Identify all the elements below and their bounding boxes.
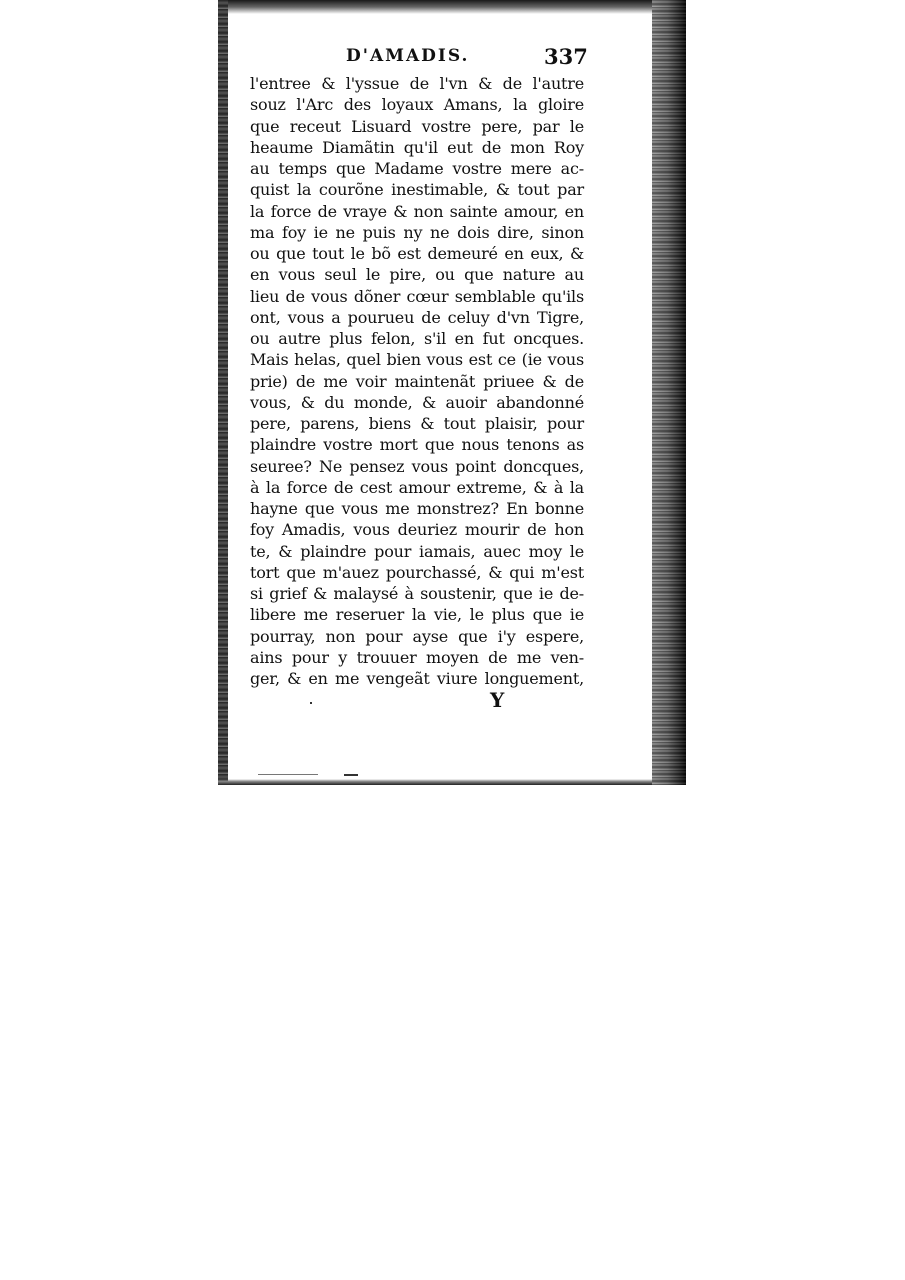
text-line: heaume Diamãtin qu'il eut de mon Roy — [250, 137, 584, 157]
text-line: que receut Lisuard vostre pere, par le — [250, 116, 584, 136]
text-line: si grief & malaysé à soustenir, que ie de- — [250, 584, 584, 603]
text-line: tort que m'auez pourchassé, & qui m'est — [250, 562, 584, 582]
text-line: à la force de cest amour extreme, & à la — [250, 477, 584, 497]
text-line: seuree? Ne pensez vous point doncques, — [250, 456, 584, 476]
text-line: prie) de me voir maintenãt priuee & de — [250, 371, 584, 391]
scanned-page — [218, 0, 686, 785]
text-line: la force de vraye & non sainte amour, en — [250, 201, 584, 221]
text-line: au temps que Madame vostre mere ac- — [250, 159, 584, 178]
ink-speck — [258, 774, 318, 775]
book-gutter-shadow — [652, 0, 686, 785]
text-line: foy Amadis, vous deuriez mourir de hon — [250, 520, 584, 540]
text-line: en vous seul le pire, ou que nature au — [250, 265, 584, 285]
text-line: vous, & du monde, & auoir abandonné — [250, 392, 584, 412]
running-title: D'AMADIS. — [346, 46, 470, 66]
page-header — [218, 46, 686, 74]
text-line: te, & plaindre pour iamais, auec moy le — [250, 541, 584, 561]
text-line: ou autre plus felon, s'il en fut oncques. — [250, 329, 584, 348]
text-line: libere me reseruer la vie, le plus que ie — [250, 605, 584, 625]
text-line: ma foy ie ne puis ny ne dois dire, sinon — [250, 222, 584, 242]
body-text — [250, 73, 584, 689]
text-line: pourray, non pour ayse que i'y espere, — [250, 626, 584, 646]
page-number: 337 — [544, 44, 588, 69]
ink-speck — [344, 774, 358, 776]
text-line: quist la courõne inestimable, & tout par — [250, 180, 584, 200]
page-bottom-edge-shadow — [218, 779, 652, 785]
text-line: souz l'Arc des loyaux Amans, la gloire — [250, 95, 584, 115]
text-line: l'entree & l'yssue de l'vn & de l'autre — [250, 74, 584, 93]
text-line: ont, vous a pourueu de celuy d'vn Tigre, — [250, 307, 584, 327]
signature-mark: Y — [490, 688, 505, 712]
text-line: plaindre vostre mort que nous tenons as — [250, 435, 584, 455]
text-line: Mais helas, quel bien vous est ce (ie vous — [250, 350, 584, 370]
text-line: ou que tout le bõ est demeuré en eux, & — [250, 244, 584, 263]
text-line: pere, parens, biens & tout plaisir, pour — [250, 414, 584, 433]
text-line: lieu de vous dõner cœur semblable qu'ils — [250, 286, 584, 306]
text-line: ains pour y trouuer moyen de me ven- — [250, 647, 584, 667]
ink-speck — [310, 702, 312, 704]
page-top-edge-shadow — [228, 0, 652, 14]
page-left-edge-shadow — [218, 0, 228, 785]
text-line: ger, & en me vengeãt viure longuement, — [250, 669, 584, 688]
text-line: hayne que vous me monstrez? En bonne — [250, 499, 584, 518]
